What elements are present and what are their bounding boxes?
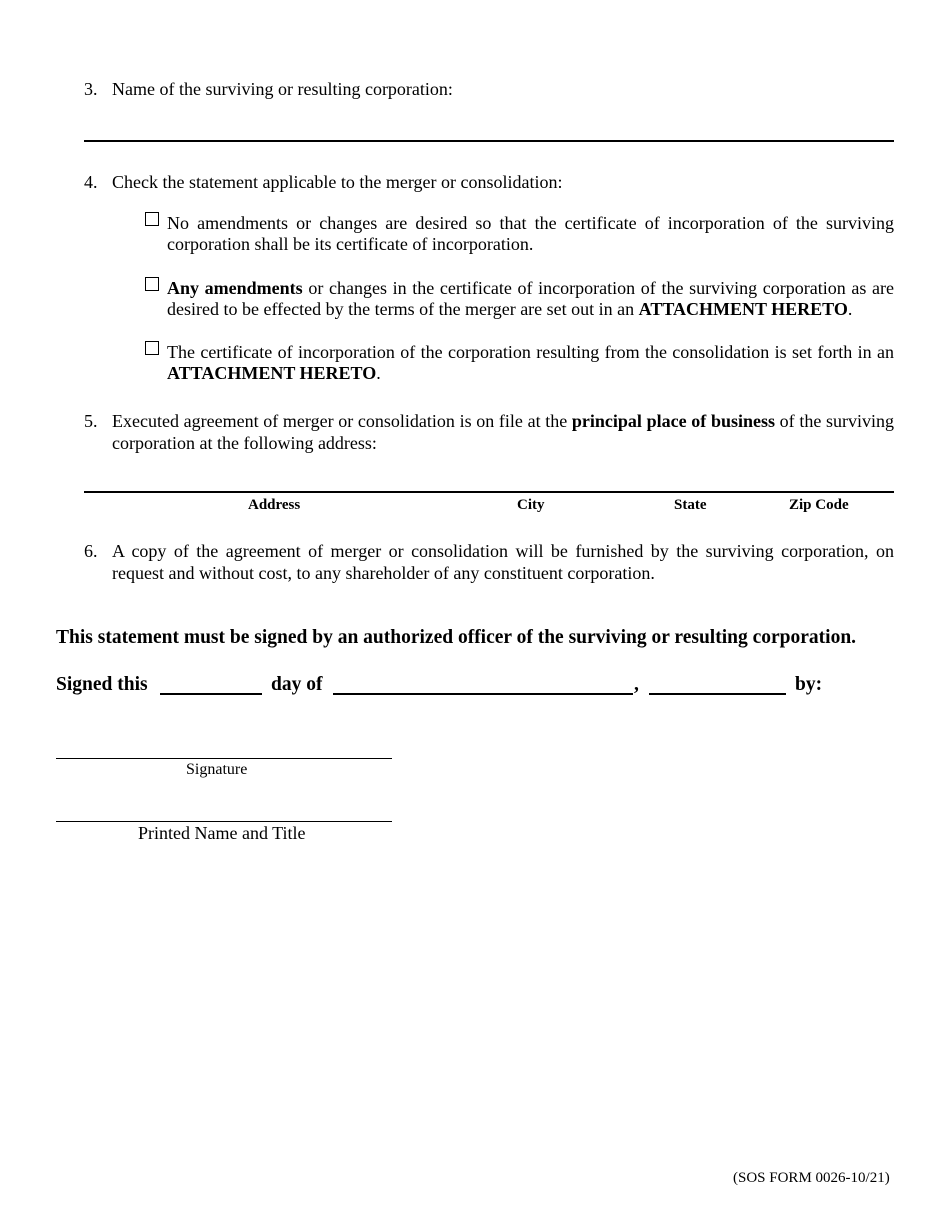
address-line[interactable] bbox=[84, 491, 894, 493]
no-amendments-checkbox[interactable] bbox=[145, 212, 159, 226]
item-5-text: Executed agreement of merger or consolidation is on file at the principal place of business of the surviving corporation at the following address: bbox=[112, 411, 894, 453]
zip-code-label: Zip Code bbox=[789, 497, 849, 513]
item-3-text: Name of the surviving or resulting corporation: bbox=[112, 79, 453, 99]
city-label: City bbox=[517, 497, 545, 513]
consolidation-certificate-checkbox[interactable] bbox=[145, 341, 159, 355]
by-label: by: bbox=[795, 674, 823, 695]
any-amendments-checkbox[interactable] bbox=[145, 277, 159, 291]
any-amendments-option-text: Any amendments or changes in the certificate of incorporation of the surviving corporation as are desired to be effected by the terms of the merger are set out in an ATTACHMENT HERETO. bbox=[167, 278, 894, 319]
item-4-text: Check the statement applicable to the merger or consolidation: bbox=[112, 172, 563, 192]
corporation-name-line[interactable] bbox=[84, 140, 894, 142]
signature-label: Signature bbox=[186, 761, 248, 778]
signed-month-line[interactable] bbox=[333, 693, 633, 695]
item-6-number: 6. bbox=[84, 541, 98, 561]
address-label: Address bbox=[248, 497, 301, 513]
day-of-label: day of bbox=[271, 674, 323, 695]
signed-day-line[interactable] bbox=[160, 693, 262, 695]
state-label: State bbox=[674, 497, 707, 513]
date-comma: , bbox=[634, 674, 639, 695]
item-3-number: 3. bbox=[84, 79, 98, 99]
signed-this-label: Signed this bbox=[56, 674, 148, 695]
item-4-number: 4. bbox=[84, 172, 98, 192]
signed-year-line[interactable] bbox=[649, 693, 786, 695]
item-5-number: 5. bbox=[84, 411, 98, 431]
no-amendments-option-text: No amendments or changes are desired so that the certificate of incorporation of the surviving corporation shall be its certificate of incorporation. bbox=[167, 213, 894, 254]
printed-name-title-label: Printed Name and Title bbox=[138, 823, 306, 843]
signature-line[interactable] bbox=[56, 758, 392, 759]
form-id: (SOS FORM 0026-10/21) bbox=[733, 1170, 890, 1186]
consolidation-certificate-option-text: The certificate of incorporation of the corporation resulting from the consolidation is set forth in an ATTACHMENT HERETO. bbox=[167, 342, 894, 383]
signing-notice: This statement must be signed by an authorized officer of the surviving or resulting corporation. bbox=[56, 627, 857, 648]
printed-name-line[interactable] bbox=[56, 821, 392, 822]
item-6-text: A copy of the agreement of merger or consolidation will be furnished by the surviving corporation, on request and without cost, to any shareholder of any constituent corporation. bbox=[112, 541, 894, 583]
